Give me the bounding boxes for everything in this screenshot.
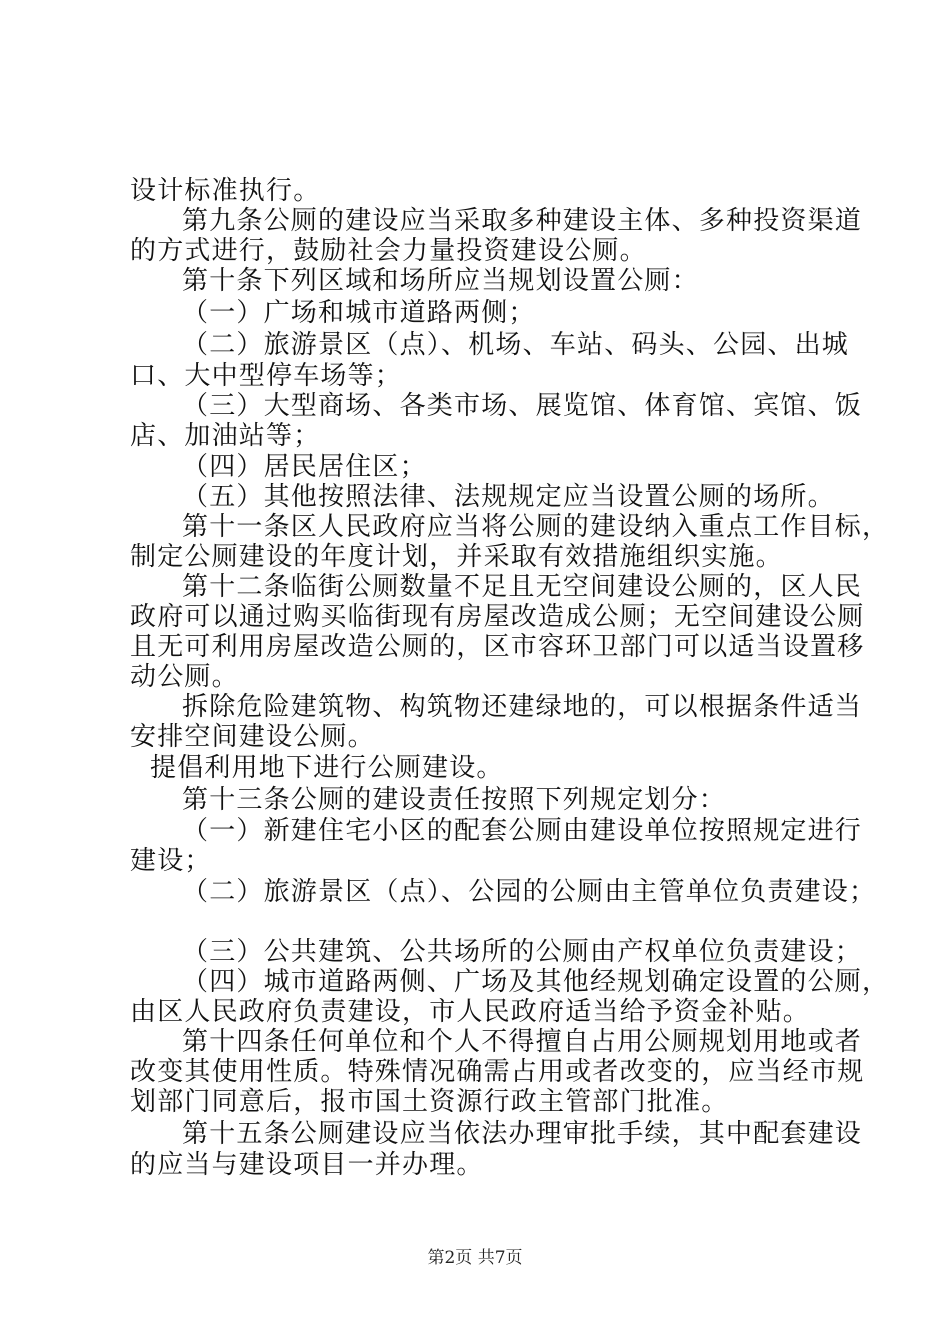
page-footer: 第2页 共7页 <box>427 1248 523 1268</box>
text-line: 动公厕。 <box>130 662 239 692</box>
text-line: 拆除危险建筑物、构筑物还建绿地的，可以根据条件适当 <box>182 692 863 722</box>
text-line: 制定公厕建设的年度计划，并采取有效措施组织实施。 <box>130 542 783 572</box>
text-line: 划部门同意后，报市国土资源行政主管部门批准。 <box>130 1087 729 1117</box>
text-line: 提倡利用地下进行公厕建设。 <box>150 753 504 783</box>
text-line: 第十二条临街公厕数量不足且无空间建设公厕的，区人民 <box>182 572 863 602</box>
text-line: 设计标准执行。 <box>130 176 321 206</box>
text-line: （一）新建住宅小区的配套公厕由建设单位按照规定进行 <box>182 816 863 846</box>
text-line: 改变其使用性质。特殊情况确需占用或者改变的，应当经市规 <box>130 1057 865 1087</box>
text-line: （一）广场和城市道路两侧； <box>182 298 536 328</box>
text-line: （四）城市道路两侧、广场及其他经规划确定设置的公厕， <box>182 967 890 997</box>
text-line: 建设； <box>130 846 212 876</box>
text-line: 第十五条公厕建设应当依法办理审批手续，其中配套建设 <box>182 1119 863 1149</box>
text-line: （五）其他按照法律、法规规定应当设置公厕的场所。 <box>182 482 835 512</box>
text-line: 第九条公厕的建设应当采取多种建设主体、多种投资渠道 <box>182 206 863 236</box>
text-line: 口、大中型停车场等； <box>130 361 403 391</box>
text-line: （二）旅游景区（点）、公园的公厕由主管单位负责建设； <box>182 877 877 907</box>
text-line: 安排空间建设公厕。 <box>130 722 375 752</box>
text-line: 的方式进行，鼓励社会力量投资建设公厕。 <box>130 236 647 266</box>
text-line: 的应当与建设项目一并办理。 <box>130 1150 484 1180</box>
text-line: 店、加油站等； <box>130 421 321 451</box>
text-line: 政府可以通过购买临街现有房屋改造成公厕；无空间建设公厕 <box>130 602 865 632</box>
text-line: （二）旅游景区（点）、机场、车站、码头、公园、出城 <box>182 330 850 360</box>
text-line: 第十条下列区域和场所应当规划设置公厕： <box>182 266 699 296</box>
text-line: 第十四条任何单位和个人不得擅自占用公厕规划用地或者 <box>182 1027 863 1057</box>
text-line: 且无可利用房屋改造公厕的，区市容环卫部门可以适当设置移 <box>130 632 865 662</box>
text-line: 第十三条公厕的建设责任按照下列规定划分： <box>182 785 727 815</box>
text-line: 第十一条区人民政府应当将公厕的建设纳入重点工作目标， <box>182 512 890 542</box>
text-line: 由区人民政府负责建设，市人民政府适当给予资金补贴。 <box>130 997 811 1027</box>
text-line: （四）居民居住区； <box>182 452 427 482</box>
text-line: （三）大型商场、各类市场、展览馆、体育馆、宾馆、饭 <box>182 391 863 421</box>
text-line: （三）公共建筑、公共场所的公厕由产权单位负责建设； <box>182 937 863 967</box>
